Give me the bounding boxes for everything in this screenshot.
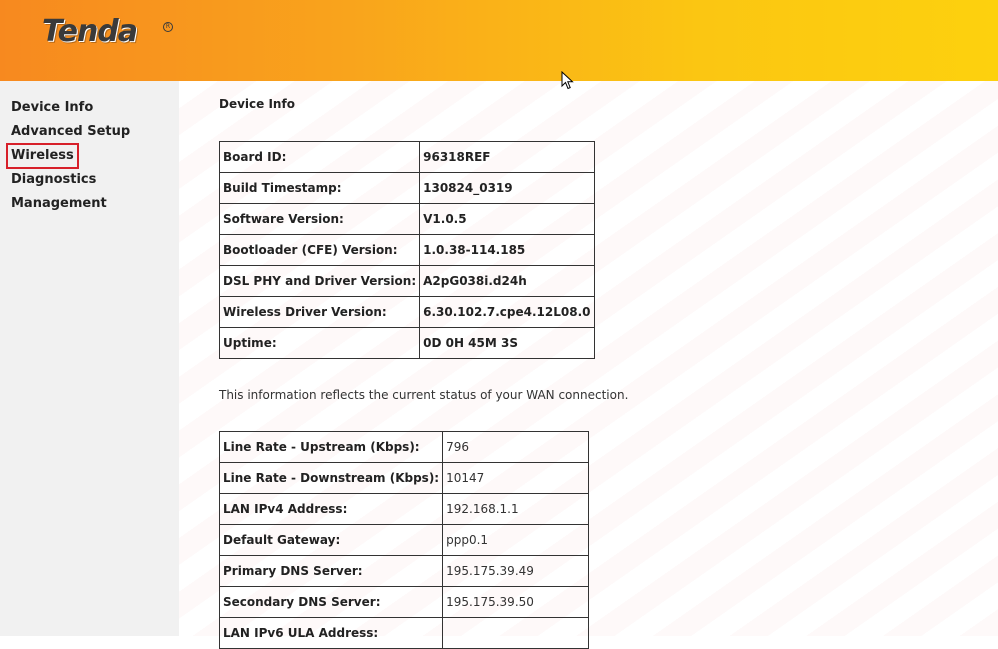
- sidebar-item-management[interactable]: [0, 194, 179, 218]
- row-value: 130824_0319: [420, 173, 594, 204]
- row-label: LAN IPv6 ULA Address:: [220, 618, 443, 649]
- table-row: [220, 235, 595, 266]
- row-value: A2pG038i.d24h: [420, 266, 594, 297]
- table-row: [220, 328, 595, 359]
- row-label: Line Rate - Downstream (Kbps):: [220, 463, 443, 494]
- page-title: Device Info: [219, 97, 295, 111]
- row-value: 195.175.39.49: [443, 556, 589, 587]
- table-row: [220, 556, 589, 587]
- sidebar-item-label: Wireless: [9, 146, 76, 166]
- row-value: ppp0.1: [443, 525, 589, 556]
- sidebar: [0, 81, 179, 636]
- row-value: 1.0.38-114.185: [420, 235, 594, 266]
- sidebar-item-label: Management: [11, 196, 107, 211]
- row-label: LAN IPv4 Address:: [220, 494, 443, 525]
- wan-info-table: [219, 431, 589, 649]
- sidebar-item-label: Advanced Setup: [11, 124, 131, 139]
- brand-logo: Tenda: [42, 14, 138, 49]
- sidebar-item-device-info[interactable]: [0, 98, 179, 122]
- registered-mark: R: [163, 22, 173, 32]
- row-value: [443, 618, 589, 649]
- table-row: [220, 204, 595, 235]
- row-value: 195.175.39.50: [443, 587, 589, 618]
- device-info-table: [219, 141, 595, 359]
- row-value: 10147: [443, 463, 589, 494]
- table-row: [220, 463, 589, 494]
- sidebar-item-label: Diagnostics: [11, 172, 97, 187]
- row-value: 0D 0H 45M 3S: [420, 328, 594, 359]
- row-value: 192.168.1.1: [443, 494, 589, 525]
- row-label: Default Gateway:: [220, 525, 443, 556]
- sidebar-item-advanced-setup[interactable]: [0, 122, 179, 146]
- sidebar-item-wireless[interactable]: [0, 146, 179, 170]
- table-row: [220, 266, 595, 297]
- table-row: [220, 297, 595, 328]
- wan-status-note: This information reflects the current status of your WAN connection.: [219, 388, 629, 402]
- table-row: [220, 525, 589, 556]
- main-content: [179, 81, 998, 640]
- row-value: 6.30.102.7.cpe4.12L08.0: [420, 297, 594, 328]
- row-label: DSL PHY and Driver Version:: [220, 266, 420, 297]
- row-label: Uptime:: [220, 328, 420, 359]
- row-label: Secondary DNS Server:: [220, 587, 443, 618]
- row-label: Primary DNS Server:: [220, 556, 443, 587]
- row-label: Wireless Driver Version:: [220, 297, 420, 328]
- row-value: 796: [443, 432, 589, 463]
- row-value: V1.0.5: [420, 204, 594, 235]
- table-row: [220, 142, 595, 173]
- row-label: Software Version:: [220, 204, 420, 235]
- mouse-pointer-icon: [561, 71, 575, 91]
- table-row: [220, 494, 589, 525]
- row-label: Build Timestamp:: [220, 173, 420, 204]
- table-row: [220, 587, 589, 618]
- row-label: Board ID:: [220, 142, 420, 173]
- header-banner: [0, 0, 998, 81]
- sidebar-nav: [0, 81, 179, 218]
- sidebar-item-diagnostics[interactable]: [0, 170, 179, 194]
- sidebar-item-label: Device Info: [11, 100, 94, 115]
- table-row: [220, 173, 595, 204]
- row-label: Bootloader (CFE) Version:: [220, 235, 420, 266]
- row-label: Line Rate - Upstream (Kbps):: [220, 432, 443, 463]
- table-row: [220, 432, 589, 463]
- table-row: [220, 618, 589, 649]
- row-value: 96318REF: [420, 142, 594, 173]
